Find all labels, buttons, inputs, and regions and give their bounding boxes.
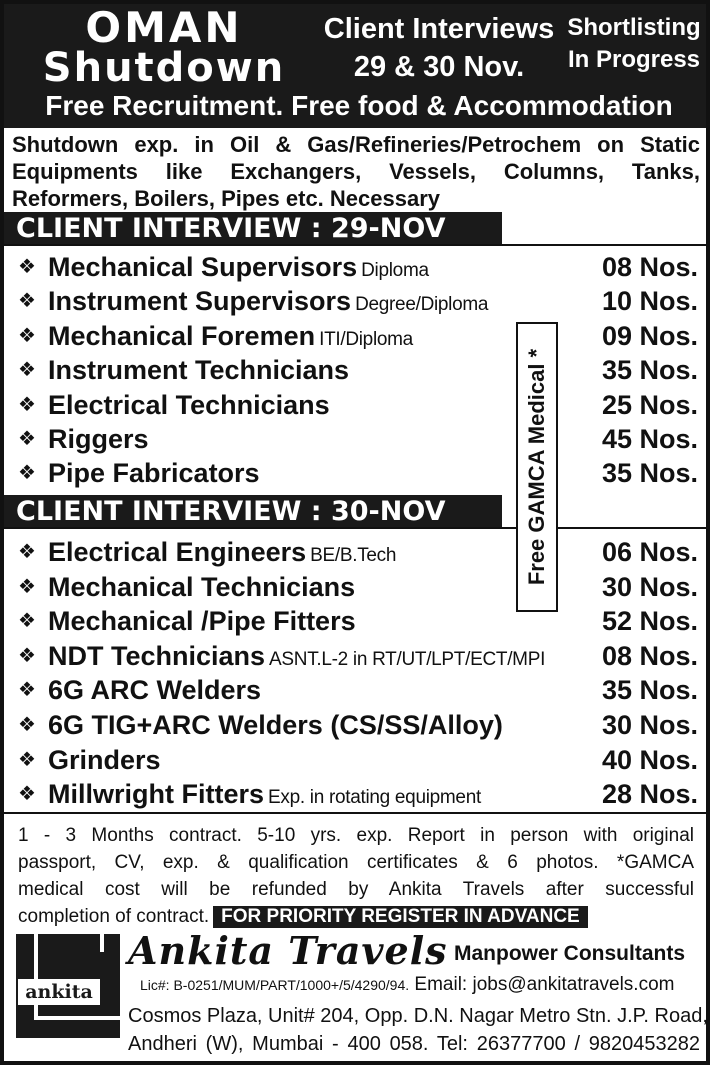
job-row: [18, 250, 698, 284]
job-row: [18, 388, 698, 422]
job-title-wrap: [48, 319, 413, 357]
footer-divider: [4, 812, 706, 814]
job-title-wrap: [48, 353, 349, 387]
logo-wordmark: ankita: [18, 979, 100, 1005]
job-qualification: BE/B.Tech: [310, 545, 397, 566]
job-row: [18, 456, 698, 490]
shortlisting-status: [562, 12, 706, 76]
terms-line4: completion of contract.: [18, 906, 210, 927]
job-title-wrap: [48, 422, 149, 456]
address-line1: Cosmos Plaza, Unit# 204, Opp. D.N. Nagar Metro Stn. J.P. Road,: [128, 1005, 708, 1027]
shortlisting-line2: In Progress: [567, 46, 701, 73]
job-title: Millwright Fitters: [48, 779, 264, 810]
job-qualification: Diploma: [361, 260, 429, 281]
job-row: [18, 570, 698, 604]
interviews-line2: 29 & 30 Nov.: [353, 51, 525, 83]
job-title: 6G ARC Welders: [48, 675, 262, 706]
job-title-wrap: [48, 284, 488, 322]
job-title: Mechanical Foremen: [48, 320, 316, 351]
requirements-intro: [12, 131, 700, 212]
oman-title-line2: Shutdown: [42, 45, 286, 91]
gamca-medical-badge: [516, 322, 558, 612]
diamond-bullet-icon: ❖: [18, 254, 36, 278]
job-title-wrap: [48, 708, 503, 742]
header-banner: [4, 4, 706, 128]
diamond-bullet-icon: ❖: [18, 357, 36, 382]
job-vacancy-count: 08 Nos.: [601, 640, 698, 671]
section-divider: [4, 244, 706, 246]
job-row: [18, 422, 698, 456]
job-vacancy-count: 30 Nos.: [601, 571, 698, 602]
job-vacancy-count: 35 Nos.: [601, 355, 698, 386]
job-title-wrap: [48, 250, 429, 288]
job-title-wrap: [48, 777, 481, 815]
gamca-badge-text: Free GAMCA Medical *: [524, 348, 549, 586]
terms-line3: medical cost will be refunded by Ankita Travels after successful: [18, 879, 694, 900]
job-row: [18, 639, 698, 673]
job-title: 6G TIG+ARC Welders (CS/SS/Alloy): [48, 710, 503, 740]
diamond-bullet-icon: ❖: [18, 460, 36, 485]
job-title: Mechanical Supervisors: [48, 252, 358, 282]
licence-and-email: [140, 974, 674, 996]
job-vacancy-count: 45 Nos.: [601, 424, 698, 454]
job-row: [18, 353, 698, 387]
diamond-bullet-icon: ❖: [18, 712, 36, 736]
diamond-bullet-icon: ❖: [18, 426, 36, 450]
job-qualification: Exp. in rotating equipment: [268, 787, 481, 809]
job-title: NDT Technicians: [48, 640, 266, 671]
job-title: Instrument Supervisors: [48, 286, 352, 317]
intro-line2: Equipments like Exchangers, Vessels, Columns, Tanks,: [12, 159, 700, 184]
job-row: [18, 604, 698, 638]
shortlisting-line1: Shortlisting: [567, 14, 701, 41]
diamond-bullet-icon: ❖: [18, 322, 36, 347]
job-qualification: Degree/Diploma: [355, 294, 489, 316]
licence-number: Lic#: B-0251/MUM/PART/1000+/5/4290/94.: [140, 977, 410, 993]
diamond-bullet-icon: ❖: [18, 642, 36, 667]
job-qualification: ASNT.L-2 in RT/UT/LPT/ECT/MPI: [269, 648, 546, 670]
intro-line1: Shutdown exp. in Oil & Gas/Refineries/Petrochem on Static: [12, 132, 700, 157]
job-qualification: ITI/Diploma: [319, 328, 413, 350]
terms-line1: 1 - 3 Months contract. 5-10 yrs. exp. Report in person with original: [18, 825, 694, 846]
terms-line2: passport, CV, exp. & qualification certificates & 6 photos. *GAMCA: [18, 852, 694, 873]
address-line2: Andheri (W), Mumbai - 400 058. Tel: 26377700 / 9820453282: [128, 1033, 700, 1055]
job-vacancy-count: 30 Nos.: [601, 710, 698, 740]
company-name: Ankita Travels: [128, 928, 448, 973]
job-row: [18, 743, 698, 777]
job-title: Grinders: [48, 744, 161, 775]
job-vacancy-count: 08 Nos.: [601, 252, 698, 282]
intro-line3: Reformers, Boilers, Pipes etc. Necessary: [12, 186, 441, 211]
section-divider: [4, 527, 706, 529]
job-title: Pipe Fabricators: [48, 458, 260, 489]
job-title: Electrical Engineers: [48, 537, 307, 567]
oman-title-line1: OMAN: [85, 3, 243, 52]
job-title: Mechanical /Pipe Fitters: [48, 606, 356, 637]
job-vacancy-count: 06 Nos.: [601, 537, 698, 567]
job-title-wrap: [48, 673, 261, 707]
job-row: [18, 535, 698, 569]
job-row: [18, 673, 698, 707]
job-title-wrap: [48, 456, 260, 490]
priority-register-banner: FOR PRIORITY REGISTER IN ADVANCE: [213, 906, 588, 928]
interview-dates: [316, 10, 562, 86]
job-title: Instrument Technicians: [48, 355, 350, 386]
job-vacancy-count: 25 Nos.: [601, 389, 698, 420]
job-vacancy-count: 10 Nos.: [601, 286, 698, 317]
interviews-line1: Client Interviews: [323, 13, 555, 45]
diamond-bullet-icon: ❖: [18, 677, 36, 702]
job-vacancy-count: 40 Nos.: [601, 744, 698, 775]
section-heading-29-nov: CLIENT INTERVIEW : 29-NOV: [4, 212, 502, 246]
company-tagline: Manpower Consultants: [454, 942, 686, 965]
job-vacancy-count: 35 Nos.: [601, 458, 698, 489]
job-title-wrap: [48, 639, 545, 677]
contact-email[interactable]: Email: jobs@ankitatravels.com: [414, 974, 675, 995]
job-row: [18, 777, 698, 811]
job-title-wrap: [48, 604, 356, 638]
diamond-bullet-icon: ❖: [18, 573, 36, 598]
job-row: [18, 284, 698, 318]
diamond-bullet-icon: ❖: [18, 608, 36, 633]
job-vacancy-count: 09 Nos.: [601, 320, 698, 351]
diamond-bullet-icon: ❖: [18, 539, 36, 563]
job-title: Electrical Technicians: [48, 389, 330, 420]
job-vacancy-count: 28 Nos.: [601, 779, 698, 810]
oman-shutdown-title: [14, 3, 314, 91]
job-row: [18, 319, 698, 353]
diamond-bullet-icon: ❖: [18, 781, 36, 806]
job-row: [18, 708, 698, 742]
section-heading-30-nov: CLIENT INTERVIEW : 30-NOV: [4, 495, 502, 529]
job-title: Mechanical Technicians: [48, 571, 356, 602]
diamond-bullet-icon: ❖: [18, 288, 36, 313]
job-vacancy-count: 35 Nos.: [601, 675, 698, 706]
diamond-bullet-icon: ❖: [18, 746, 36, 771]
diamond-bullet-icon: ❖: [18, 391, 36, 416]
job-title-wrap: [48, 570, 355, 604]
job-vacancy-count: 52 Nos.: [601, 606, 698, 637]
contract-terms: [18, 822, 694, 930]
job-title-wrap: [48, 388, 330, 422]
free-recruitment-line: Free Recruitment. Free food & Accommodation: [45, 90, 673, 121]
job-title-wrap: [48, 535, 396, 573]
job-title: Riggers: [48, 424, 149, 454]
company-address: [128, 1002, 708, 1058]
job-title-wrap: [48, 743, 161, 777]
terms-line4-wrap: [18, 903, 694, 930]
